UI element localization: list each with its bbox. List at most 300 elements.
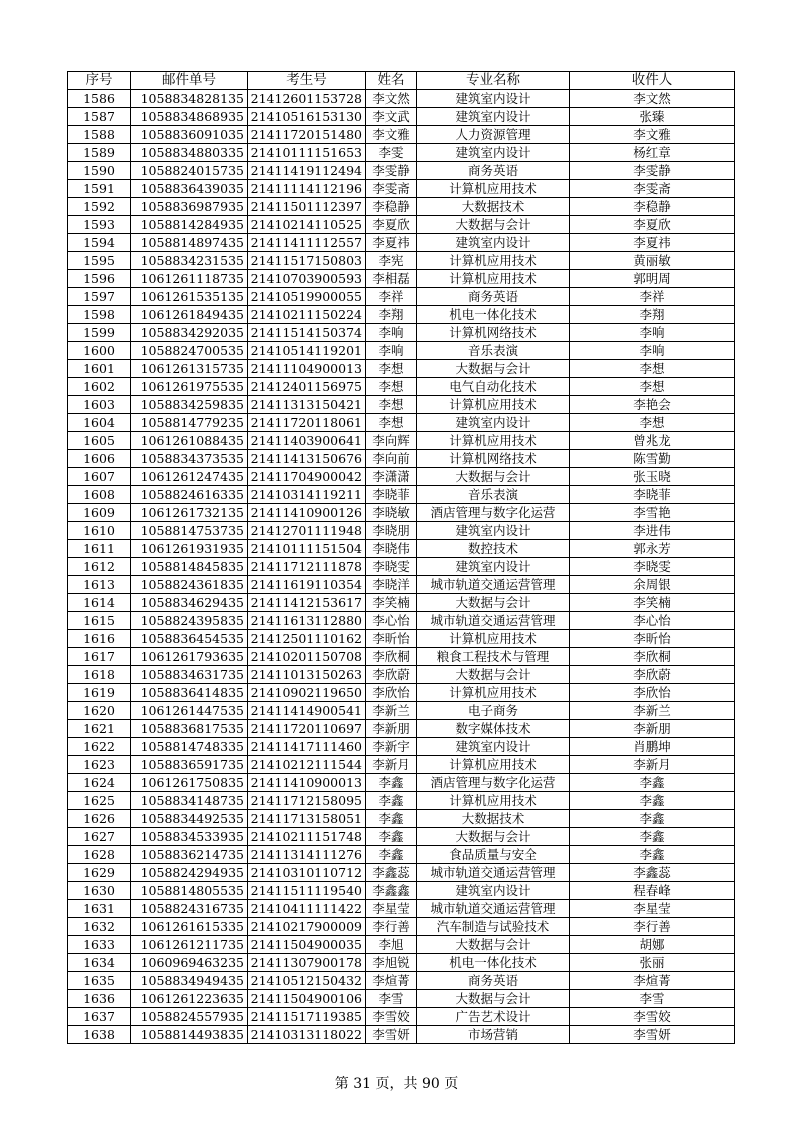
cell-mail-number: 1058834880335 — [131, 144, 248, 162]
cell-major: 建筑室内设计 — [417, 558, 570, 576]
table-row — [68, 144, 735, 162]
cell-seq: 1591 — [68, 180, 131, 198]
cell-recipient: 李想 — [570, 414, 735, 432]
cell-name: 李星莹 — [366, 900, 417, 918]
cell-recipient: 李新兰 — [570, 702, 735, 720]
table-row — [68, 972, 735, 990]
cell-recipient: 李鑫 — [570, 828, 735, 846]
cell-seq: 1622 — [68, 738, 131, 756]
cell-major: 大数据与会计 — [417, 936, 570, 954]
cell-recipient: 李欣怡 — [570, 684, 735, 702]
cell-seq: 1630 — [68, 882, 131, 900]
table-row — [68, 378, 735, 396]
cell-major: 大数据与会计 — [417, 828, 570, 846]
cell-recipient: 李欣蔚 — [570, 666, 735, 684]
cell-name: 李鑫蕊 — [366, 864, 417, 882]
cell-mail-number: 1058834949435 — [131, 972, 248, 990]
col-header-seq: 序号 — [68, 72, 131, 90]
cell-exam-number: 21410519900055 — [248, 288, 366, 306]
table-row — [68, 954, 735, 972]
col-header-major: 专业名称 — [417, 72, 570, 90]
cell-mail-number: 1058834259835 — [131, 396, 248, 414]
cell-name: 李新月 — [366, 756, 417, 774]
cell-recipient: 李鑫 — [570, 792, 735, 810]
cell-recipient: 李雪姣 — [570, 1008, 735, 1026]
cell-seq: 1592 — [68, 198, 131, 216]
cell-exam-number: 21410217900009 — [248, 918, 366, 936]
cell-seq: 1617 — [68, 648, 131, 666]
cell-major: 计算机应用技术 — [417, 432, 570, 450]
cell-exam-number: 21412401156975 — [248, 378, 366, 396]
cell-seq: 1602 — [68, 378, 131, 396]
table-row — [68, 828, 735, 846]
table-row — [68, 900, 735, 918]
cell-seq: 1594 — [68, 234, 131, 252]
cell-major: 城市轨道交通运营管理 — [417, 576, 570, 594]
cell-seq: 1603 — [68, 396, 131, 414]
cell-major: 音乐表演 — [417, 342, 570, 360]
cell-exam-number: 21410212111544 — [248, 756, 366, 774]
cell-seq: 1619 — [68, 684, 131, 702]
cell-name: 李鑫 — [366, 810, 417, 828]
cell-major: 建筑室内设计 — [417, 522, 570, 540]
cell-major: 计算机应用技术 — [417, 396, 570, 414]
table-row — [68, 918, 735, 936]
cell-name: 李夏欣 — [366, 216, 417, 234]
cell-seq: 1590 — [68, 162, 131, 180]
cell-seq: 1628 — [68, 846, 131, 864]
cell-mail-number: 1058824015735 — [131, 162, 248, 180]
cell-seq: 1589 — [68, 144, 131, 162]
cell-mail-number: 1058814753735 — [131, 522, 248, 540]
cell-name: 李雪姣 — [366, 1008, 417, 1026]
cell-recipient: 张丽 — [570, 954, 735, 972]
cell-mail-number: 1061261088435 — [131, 432, 248, 450]
cell-exam-number: 21410111151504 — [248, 540, 366, 558]
cell-exam-number: 21411511119540 — [248, 882, 366, 900]
cell-recipient: 李欣桐 — [570, 648, 735, 666]
cell-major: 建筑室内设计 — [417, 234, 570, 252]
cell-seq: 1587 — [68, 108, 131, 126]
cell-seq: 1634 — [68, 954, 131, 972]
cell-recipient: 程春峰 — [570, 882, 735, 900]
cell-recipient: 曾兆龙 — [570, 432, 735, 450]
cell-exam-number: 21411720151480 — [248, 126, 366, 144]
col-header-exam-number: 考生号 — [248, 72, 366, 90]
cell-name: 李文然 — [366, 90, 417, 108]
table-row — [68, 648, 735, 666]
cell-major: 电子商务 — [417, 702, 570, 720]
cell-exam-number: 21411504900106 — [248, 990, 366, 1008]
cell-major: 建筑室内设计 — [417, 90, 570, 108]
cell-mail-number: 1058824361835 — [131, 576, 248, 594]
cell-recipient: 李祥 — [570, 288, 735, 306]
cell-exam-number: 21412601153728 — [248, 90, 366, 108]
cell-mail-number: 1058836591735 — [131, 756, 248, 774]
table-row — [68, 684, 735, 702]
cell-name: 李潇潇 — [366, 468, 417, 486]
table-body — [68, 90, 735, 1044]
cell-major: 酒店管理与数字化运营 — [417, 774, 570, 792]
cell-mail-number: 1061261535135 — [131, 288, 248, 306]
table-row — [68, 1008, 735, 1026]
cell-mail-number: 1061261732135 — [131, 504, 248, 522]
cell-major: 大数据技术 — [417, 810, 570, 828]
cell-major: 大数据与会计 — [417, 990, 570, 1008]
cell-name: 李雯 — [366, 144, 417, 162]
table-row — [68, 540, 735, 558]
cell-major: 建筑室内设计 — [417, 108, 570, 126]
table-row — [68, 612, 735, 630]
cell-recipient: 李雯静 — [570, 162, 735, 180]
cell-recipient: 郭永芳 — [570, 540, 735, 558]
cell-mail-number: 1061261247435 — [131, 468, 248, 486]
table-row — [68, 342, 735, 360]
cell-mail-number: 1061261615335 — [131, 918, 248, 936]
cell-seq: 1631 — [68, 900, 131, 918]
cell-major: 汽车制造与试验技术 — [417, 918, 570, 936]
cell-name: 李想 — [366, 396, 417, 414]
table-row — [68, 306, 735, 324]
table-row — [68, 162, 735, 180]
cell-name: 李新宇 — [366, 738, 417, 756]
cell-recipient: 黄丽敏 — [570, 252, 735, 270]
table-row — [68, 468, 735, 486]
cell-major: 建筑室内设计 — [417, 882, 570, 900]
cell-name: 李新兰 — [366, 702, 417, 720]
cell-major: 数控技术 — [417, 540, 570, 558]
cell-mail-number: 1061261223635 — [131, 990, 248, 1008]
cell-recipient: 李文雅 — [570, 126, 735, 144]
cell-name: 李晓朋 — [366, 522, 417, 540]
table-row — [68, 864, 735, 882]
cell-mail-number: 1058824395835 — [131, 612, 248, 630]
cell-exam-number: 21411419112494 — [248, 162, 366, 180]
cell-name: 李煊菁 — [366, 972, 417, 990]
cell-mail-number: 1058824616335 — [131, 486, 248, 504]
header-row — [68, 72, 735, 90]
cell-mail-number: 1058824294935 — [131, 864, 248, 882]
cell-recipient: 李响 — [570, 324, 735, 342]
cell-exam-number: 21411720118061 — [248, 414, 366, 432]
cell-name: 李向辉 — [366, 432, 417, 450]
table-row — [68, 702, 735, 720]
table-row — [68, 396, 735, 414]
cell-name: 李鑫鑫 — [366, 882, 417, 900]
cell-exam-number: 21410314119211 — [248, 486, 366, 504]
cell-seq: 1599 — [68, 324, 131, 342]
cell-major: 大数据技术 — [417, 198, 570, 216]
table-row — [68, 810, 735, 828]
cell-exam-number: 21411114112196 — [248, 180, 366, 198]
cell-seq: 1614 — [68, 594, 131, 612]
cell-recipient: 李星莹 — [570, 900, 735, 918]
cell-exam-number: 21411412153617 — [248, 594, 366, 612]
cell-exam-number: 21410310110712 — [248, 864, 366, 882]
cell-recipient: 胡娜 — [570, 936, 735, 954]
cell-name: 李鑫 — [366, 792, 417, 810]
cell-name: 李心怡 — [366, 612, 417, 630]
cell-exam-number: 21411501112397 — [248, 198, 366, 216]
cell-mail-number: 1058834629435 — [131, 594, 248, 612]
cell-recipient: 李昕怡 — [570, 630, 735, 648]
cell-recipient: 李进伟 — [570, 522, 735, 540]
table-row — [68, 630, 735, 648]
cell-seq: 1629 — [68, 864, 131, 882]
cell-name: 李翔 — [366, 306, 417, 324]
cell-name: 李新朋 — [366, 720, 417, 738]
cell-major: 酒店管理与数字化运营 — [417, 504, 570, 522]
cell-major: 电气自动化技术 — [417, 378, 570, 396]
col-header-name: 姓名 — [366, 72, 417, 90]
cell-major: 计算机应用技术 — [417, 792, 570, 810]
cell-mail-number: 1061261931935 — [131, 540, 248, 558]
cell-recipient: 李响 — [570, 342, 735, 360]
table-row — [68, 126, 735, 144]
cell-name: 李文雅 — [366, 126, 417, 144]
cell-seq: 1618 — [68, 666, 131, 684]
cell-name: 李晓菲 — [366, 486, 417, 504]
cell-recipient: 李雪妍 — [570, 1026, 735, 1044]
table-row — [68, 720, 735, 738]
cell-exam-number: 21410201150708 — [248, 648, 366, 666]
cell-mail-number: 1058836214735 — [131, 846, 248, 864]
cell-major: 商务英语 — [417, 162, 570, 180]
cell-major: 广告艺术设计 — [417, 1008, 570, 1026]
cell-seq: 1609 — [68, 504, 131, 522]
table-row — [68, 936, 735, 954]
cell-recipient: 李晓雯 — [570, 558, 735, 576]
cell-mail-number: 1058814748335 — [131, 738, 248, 756]
table-row — [68, 450, 735, 468]
cell-major: 建筑室内设计 — [417, 414, 570, 432]
cell-seq: 1612 — [68, 558, 131, 576]
cell-major: 大数据与会计 — [417, 468, 570, 486]
cell-major: 大数据与会计 — [417, 594, 570, 612]
cell-mail-number: 1058834828135 — [131, 90, 248, 108]
cell-mail-number: 1058834631735 — [131, 666, 248, 684]
cell-name: 李行善 — [366, 918, 417, 936]
table-row — [68, 504, 735, 522]
cell-recipient: 张臻 — [570, 108, 735, 126]
table-row — [68, 558, 735, 576]
cell-mail-number: 1058824557935 — [131, 1008, 248, 1026]
cell-seq: 1605 — [68, 432, 131, 450]
cell-name: 李雯静 — [366, 162, 417, 180]
cell-exam-number: 21410512150432 — [248, 972, 366, 990]
table-row — [68, 252, 735, 270]
cell-mail-number: 1058814845835 — [131, 558, 248, 576]
cell-seq: 1608 — [68, 486, 131, 504]
cell-exam-number: 21410211150224 — [248, 306, 366, 324]
cell-name: 李笑楠 — [366, 594, 417, 612]
cell-recipient: 李鑫蕊 — [570, 864, 735, 882]
cell-mail-number: 1058836414835 — [131, 684, 248, 702]
cell-exam-number: 21411417111460 — [248, 738, 366, 756]
cell-major: 计算机网络技术 — [417, 450, 570, 468]
cell-name: 李晓洋 — [366, 576, 417, 594]
table-row — [68, 108, 735, 126]
cell-mail-number: 1061261315735 — [131, 360, 248, 378]
cell-exam-number: 21410313118022 — [248, 1026, 366, 1044]
cell-name: 李欣怡 — [366, 684, 417, 702]
cell-major: 大数据与会计 — [417, 360, 570, 378]
cell-seq: 1613 — [68, 576, 131, 594]
cell-name: 李宪 — [366, 252, 417, 270]
cell-mail-number: 1058834292035 — [131, 324, 248, 342]
cell-seq: 1626 — [68, 810, 131, 828]
page-footer: 第 31 页，共 90 页 — [334, 1076, 459, 1092]
cell-mail-number: 1060969463235 — [131, 954, 248, 972]
cell-exam-number: 21411720110697 — [248, 720, 366, 738]
cell-seq: 1606 — [68, 450, 131, 468]
cell-exam-number: 21410703900593 — [248, 270, 366, 288]
cell-exam-number: 21411313150421 — [248, 396, 366, 414]
cell-mail-number: 1061261118735 — [131, 270, 248, 288]
table-row — [68, 180, 735, 198]
cell-exam-number: 21410211151748 — [248, 828, 366, 846]
cell-recipient: 李夏欣 — [570, 216, 735, 234]
cell-seq: 1627 — [68, 828, 131, 846]
cell-major: 数字媒体技术 — [417, 720, 570, 738]
cell-major: 城市轨道交通运营管理 — [417, 900, 570, 918]
cell-seq: 1598 — [68, 306, 131, 324]
cell-recipient: 肖鹏坤 — [570, 738, 735, 756]
cell-exam-number: 21411414900541 — [248, 702, 366, 720]
cell-seq: 1610 — [68, 522, 131, 540]
cell-major: 计算机应用技术 — [417, 180, 570, 198]
cell-name: 李稳静 — [366, 198, 417, 216]
col-header-mail-number: 邮件单号 — [131, 72, 248, 90]
cell-seq: 1595 — [68, 252, 131, 270]
cell-major: 商务英语 — [417, 288, 570, 306]
cell-name: 李向前 — [366, 450, 417, 468]
cell-seq: 1636 — [68, 990, 131, 1008]
cell-name: 李祥 — [366, 288, 417, 306]
cell-mail-number: 1061261793635 — [131, 648, 248, 666]
cell-seq: 1615 — [68, 612, 131, 630]
table-row — [68, 288, 735, 306]
table-row — [68, 198, 735, 216]
table-row — [68, 846, 735, 864]
cell-exam-number: 21411413150676 — [248, 450, 366, 468]
table-row — [68, 360, 735, 378]
cell-mail-number: 1058814779235 — [131, 414, 248, 432]
cell-mail-number: 1061261750835 — [131, 774, 248, 792]
cell-seq: 1616 — [68, 630, 131, 648]
cell-mail-number: 1058814284935 — [131, 216, 248, 234]
cell-exam-number: 21411104900013 — [248, 360, 366, 378]
cell-recipient: 李行善 — [570, 918, 735, 936]
cell-mail-number: 1061261211735 — [131, 936, 248, 954]
cell-seq: 1625 — [68, 792, 131, 810]
cell-mail-number: 1058834492535 — [131, 810, 248, 828]
cell-recipient: 李文然 — [570, 90, 735, 108]
table-row — [68, 792, 735, 810]
cell-mail-number: 1058834533935 — [131, 828, 248, 846]
cell-seq: 1638 — [68, 1026, 131, 1044]
cell-recipient: 郭明周 — [570, 270, 735, 288]
cell-major: 机电一体化技术 — [417, 954, 570, 972]
cell-name: 李雪妍 — [366, 1026, 417, 1044]
cell-exam-number: 21411704900042 — [248, 468, 366, 486]
cell-name: 李想 — [366, 378, 417, 396]
cell-major: 建筑室内设计 — [417, 738, 570, 756]
table-row — [68, 882, 735, 900]
table-row — [68, 594, 735, 612]
cell-mail-number: 1058836987935 — [131, 198, 248, 216]
cell-exam-number: 21411619110354 — [248, 576, 366, 594]
cell-exam-number: 21410214110525 — [248, 216, 366, 234]
cell-recipient: 李夏祎 — [570, 234, 735, 252]
cell-mail-number: 1058824316735 — [131, 900, 248, 918]
cell-name: 李旭锐 — [366, 954, 417, 972]
table-row — [68, 432, 735, 450]
cell-seq: 1635 — [68, 972, 131, 990]
cell-exam-number: 21412501110162 — [248, 630, 366, 648]
cell-name: 李晓敏 — [366, 504, 417, 522]
cell-recipient: 李鑫 — [570, 810, 735, 828]
cell-exam-number: 21411514150374 — [248, 324, 366, 342]
cell-exam-number: 21411403900641 — [248, 432, 366, 450]
cell-name: 李鑫 — [366, 828, 417, 846]
col-header-recipient: 收件人 — [570, 72, 735, 90]
cell-major: 市场营销 — [417, 1026, 570, 1044]
cell-recipient: 李新月 — [570, 756, 735, 774]
cell-recipient: 李鑫 — [570, 774, 735, 792]
cell-seq: 1593 — [68, 216, 131, 234]
cell-mail-number: 1058814493835 — [131, 1026, 248, 1044]
cell-mail-number: 1058834868935 — [131, 108, 248, 126]
table-row — [68, 234, 735, 252]
cell-mail-number: 1061261849435 — [131, 306, 248, 324]
cell-major: 计算机应用技术 — [417, 270, 570, 288]
cell-mail-number: 1058814805535 — [131, 882, 248, 900]
cell-recipient: 杨红章 — [570, 144, 735, 162]
cell-seq: 1601 — [68, 360, 131, 378]
cell-seq: 1604 — [68, 414, 131, 432]
cell-name: 李雪 — [366, 990, 417, 1008]
cell-mail-number: 1058836817535 — [131, 720, 248, 738]
cell-recipient: 李晓菲 — [570, 486, 735, 504]
cell-mail-number: 1058836439035 — [131, 180, 248, 198]
cell-major: 计算机网络技术 — [417, 324, 570, 342]
cell-mail-number: 1058814897435 — [131, 234, 248, 252]
cell-recipient: 李想 — [570, 378, 735, 396]
cell-recipient: 李艳会 — [570, 396, 735, 414]
cell-recipient: 李笑楠 — [570, 594, 735, 612]
shipping-table — [67, 71, 735, 1044]
cell-exam-number: 21411307900178 — [248, 954, 366, 972]
cell-seq: 1632 — [68, 918, 131, 936]
cell-exam-number: 21411013150263 — [248, 666, 366, 684]
table-row — [68, 486, 735, 504]
cell-name: 李想 — [366, 360, 417, 378]
cell-seq: 1620 — [68, 702, 131, 720]
cell-recipient: 李稳静 — [570, 198, 735, 216]
cell-exam-number: 21411410900126 — [248, 504, 366, 522]
cell-seq: 1596 — [68, 270, 131, 288]
cell-major: 人力资源管理 — [417, 126, 570, 144]
cell-major: 建筑室内设计 — [417, 144, 570, 162]
table-row — [68, 90, 735, 108]
cell-major: 大数据与会计 — [417, 216, 570, 234]
cell-recipient: 李新朋 — [570, 720, 735, 738]
cell-exam-number: 21411517119385 — [248, 1008, 366, 1026]
table-row — [68, 576, 735, 594]
cell-major: 计算机应用技术 — [417, 684, 570, 702]
cell-major: 城市轨道交通运营管理 — [417, 864, 570, 882]
